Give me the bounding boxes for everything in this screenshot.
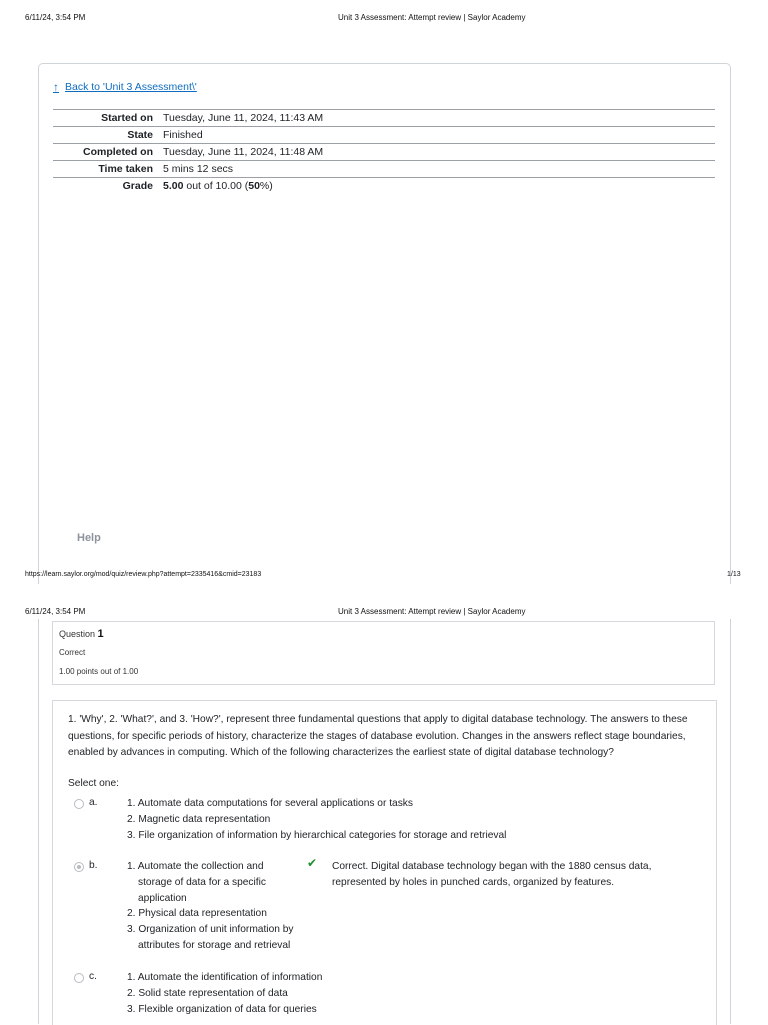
option-c-text[interactable] bbox=[127, 970, 322, 1017]
print-date: 6/11/24, 3:54 PM bbox=[25, 607, 86, 616]
attempt-summary-table bbox=[53, 109, 715, 194]
option-line: 3. Organization of unit information by bbox=[127, 924, 294, 936]
arrow-up-icon: ↑ bbox=[53, 80, 59, 94]
summary-label: Time taken bbox=[98, 163, 153, 175]
option-line: application bbox=[138, 892, 187, 904]
check-icon: ✔ bbox=[307, 856, 318, 870]
option-line: 1. Automate the collection and bbox=[127, 861, 264, 872]
summary-row-started bbox=[53, 110, 715, 127]
option-line: 2. Physical data representation bbox=[127, 908, 267, 920]
option-a-radio[interactable] bbox=[74, 799, 84, 809]
summary-label: Completed on bbox=[83, 146, 153, 158]
summary-label: Started on bbox=[101, 112, 153, 124]
summary-row-state bbox=[53, 127, 715, 144]
option-c-radio[interactable] bbox=[74, 973, 84, 983]
option-a-letter: a. bbox=[89, 797, 98, 808]
print-title: Unit 3 Assessment: Attempt review | Saylor Academy bbox=[338, 607, 526, 616]
summary-value: Tuesday, June 11, 2024, 11:43 AM bbox=[163, 112, 324, 124]
option-b-letter: b. bbox=[89, 860, 98, 871]
question-number-value: 1 bbox=[97, 628, 104, 640]
question-number bbox=[59, 628, 104, 640]
summary-value: Finished bbox=[163, 129, 203, 141]
option-line: storage of data for a specific bbox=[138, 876, 266, 888]
option-line: 3. File organization of information by hierarchical categories for storage and retrieval bbox=[127, 829, 507, 841]
summary-value: Tuesday, June 11, 2024, 11:48 AM bbox=[163, 146, 324, 158]
option-line: 1. Automate the identification of information bbox=[127, 972, 323, 983]
option-a-text[interactable] bbox=[127, 796, 506, 843]
summary-row-grade bbox=[53, 178, 715, 195]
option-line: 3. Flexible organization of data for queries bbox=[127, 1003, 317, 1015]
option-c-letter: c. bbox=[89, 971, 97, 982]
summary-value: 5 mins 12 secs bbox=[163, 163, 234, 175]
option-b-radio[interactable] bbox=[74, 862, 84, 872]
option-line: 2. Magnetic data representation bbox=[127, 813, 271, 825]
grade-percent: 50 bbox=[248, 180, 260, 192]
grade-end: %) bbox=[259, 180, 273, 192]
grade-value bbox=[159, 178, 715, 195]
option-line: 2. Solid state representation of data bbox=[127, 987, 288, 999]
print-title: Unit 3 Assessment: Attempt review | Saylor Academy bbox=[338, 13, 526, 22]
grade-score: 5.00 bbox=[163, 180, 184, 192]
back-link-label: Back to 'Unit 3 Assessment\' bbox=[65, 81, 197, 93]
question-label: Question bbox=[59, 629, 96, 639]
summary-label: State bbox=[127, 129, 153, 141]
option-b-text[interactable] bbox=[127, 859, 294, 954]
question-text: 1. 'Why', 2. 'What?', and 3. 'How?', represent three fundamental questions that apply to digital database technology. The answers to these questions, for specific periods of history, characterize the stages of database evolution. Changes in the answers reflect stage boundaries, enabled by advances in computing. Which of the following characterizes the earliest state of digital database technology? bbox=[68, 714, 688, 758]
option-line: 1. Automate data computations for several applications or tasks bbox=[127, 798, 413, 809]
option-b-feedback: Correct. Digital database technology began with the 1880 census data, represented by holes in punched cards, organized by features. bbox=[332, 861, 652, 888]
select-one-label: Select one: bbox=[68, 778, 119, 789]
print-url: https://learn.saylor.org/mod/quiz/review.php?attempt=2335416&cmid=23183 bbox=[25, 571, 262, 578]
print-date: 6/11/24, 3:54 PM bbox=[25, 13, 86, 22]
help-label[interactable]: Help bbox=[77, 532, 101, 544]
grade-out-of: out of 10.00 ( bbox=[183, 180, 249, 192]
summary-label: Grade bbox=[122, 180, 153, 192]
question-state: Correct bbox=[59, 648, 86, 657]
summary-row-time bbox=[53, 161, 715, 178]
print-page-number: 1/13 bbox=[727, 571, 741, 578]
summary-row-completed bbox=[53, 144, 715, 161]
option-line: attributes for storage and retrieval bbox=[138, 939, 291, 951]
question-points: 1.00 points out of 1.00 bbox=[59, 667, 139, 676]
question-info-box bbox=[52, 621, 715, 685]
back-to-assessment-link[interactable] bbox=[53, 80, 197, 94]
